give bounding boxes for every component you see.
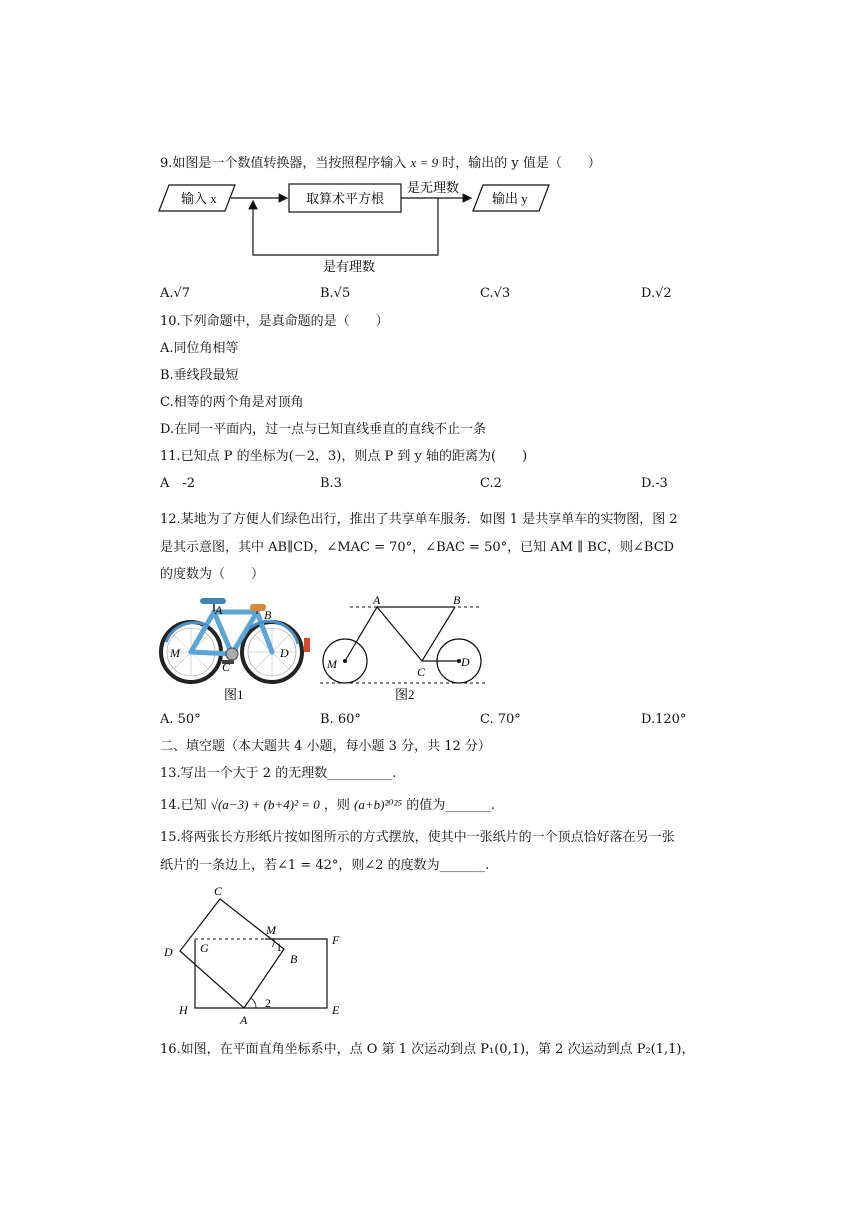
q15-label-m: M (266, 923, 276, 937)
q13-text: 13.写出一个大于 2 的无理数__________. (160, 766, 397, 781)
bicycle-label-c: C (222, 660, 231, 674)
q12-bicycle-figure (158, 590, 313, 705)
q9-option-d: D.√2 (641, 286, 672, 301)
section-2-heading: 二、填空题（本大题共 4 小题，每小题 3 分，共 12 分） (160, 739, 491, 754)
schematic-label-c: C (417, 665, 426, 679)
q9-stem (160, 155, 601, 172)
q12-line1: 12.某地为了方便人们绿色出行，推出了共享单车服务．如图 1 是共享单车的实物图，图 2 (160, 512, 678, 527)
q15-label-d: D (164, 945, 173, 959)
schematic-label-a: A (373, 593, 381, 607)
q10-option-b: B.垂线段最短 (160, 368, 239, 383)
flow-feedback-line (253, 198, 438, 255)
bicycle-label-a: A (215, 603, 223, 617)
q15-label-2: 2 (265, 996, 271, 1010)
q12-option-a: A. 50° (160, 712, 201, 727)
flow-input-label: 输入 x (181, 191, 217, 206)
q11-option-d: D.-3 (641, 476, 668, 491)
q9-flowchart (155, 176, 575, 276)
q15-label-h: H (179, 1003, 188, 1017)
q15-label-1: 1 (276, 940, 282, 954)
q10-stem: 10.下列命题中，是真命题的是（ ） (160, 314, 389, 329)
q9-stem-math: x = 9 (410, 155, 439, 170)
q14-expr: √(a−3) + (b+4)² = 0 (210, 797, 320, 812)
q16-line1: 16.如图，在平面直角坐标系中，点 O 第 1 次运动到点 P₁(0,1)，第 2 次运动到点 P₂(1,1)， (160, 1042, 695, 1057)
q14-suffix: 的值为_______. (406, 798, 495, 813)
fig2-caption: 图2 (395, 687, 415, 702)
q12-option-c: C. 70° (480, 712, 521, 727)
q11-option-c: C.2 (480, 476, 502, 491)
q15-rectangle-dcba (180, 899, 284, 1008)
q11-stem: 11.已知点 P 的坐标为(－2，3)，则点 P 到 y 轴的距离为( ) (160, 449, 528, 464)
flow-rational-label: 是有理数 (323, 259, 376, 274)
flow-output-label: 输出 y (492, 191, 528, 206)
q14-mid: ，则 (323, 798, 350, 813)
q15-figure (160, 882, 360, 1032)
fig1-caption: 图1 (224, 687, 244, 702)
bicycle-label-m: M (170, 646, 180, 660)
flow-process-label: 取算术平方根 (306, 191, 385, 206)
q15-rectangle-hefg (195, 939, 327, 1008)
q15-label-a: A (240, 1013, 248, 1027)
q9-option-c: C.√3 (480, 286, 511, 301)
schematic-label-d: D (461, 655, 470, 669)
q9-option-a: A.√7 (160, 286, 191, 301)
q9-option-b: B.√5 (320, 286, 351, 301)
q15-line1: 15.将两张长方形纸片按如图所示的方式摆放，使其中一张纸片的一个顶点恰好落在另一张 (160, 830, 675, 845)
q10-option-a: A.同位角相等 (160, 341, 239, 356)
schematic-label-b: B (453, 593, 461, 607)
q14-expr2: (a+b)²⁰²⁵ (354, 797, 403, 812)
bicycle-label-d: D (280, 646, 289, 660)
q11-option-a: A -2 (160, 476, 196, 491)
q15-label-f: F (332, 933, 340, 947)
q10-option-c: C.相等的两个角是对顶角 (160, 395, 304, 410)
q15-label-b: B (290, 952, 298, 966)
q10-option-d: D.在同一平面内，过一点与已知直线垂直的直线不止一条 (160, 422, 487, 437)
q15-label-c: C (214, 884, 223, 898)
q11-option-b: B.3 (320, 476, 342, 491)
q12-option-d: D.120° (641, 712, 687, 727)
flow-irrational-label: 是无理数 (407, 180, 460, 195)
q12-line3: 的度数为（ ） (160, 567, 265, 582)
q15-line2: 纸片的一条边上，若∠1 = 42°，则∠2 的度数为_______. (160, 858, 490, 873)
q9-stem-text: 9.如图是一个数值转换器，当按照程序输入 (160, 156, 407, 171)
q14-prefix: 14.已知 (160, 798, 207, 813)
q14-text (160, 797, 495, 814)
q12-line2: 是其示意图，其中 AB∥CD，∠MAC = 70°，∠BAC = 50°，已知 AM ∥ BC，则∠BCD (160, 540, 675, 555)
q9-stem-tail: 时，输出的 y 值是（ ） (442, 156, 601, 171)
bicycle-label-b: B (264, 608, 272, 622)
q12-option-b: B. 60° (320, 712, 361, 727)
q12-schematic-figure (315, 590, 495, 705)
q15-label-g: G (200, 941, 209, 955)
schematic-label-m: M (327, 657, 337, 671)
q15-label-e: E (332, 1003, 340, 1017)
